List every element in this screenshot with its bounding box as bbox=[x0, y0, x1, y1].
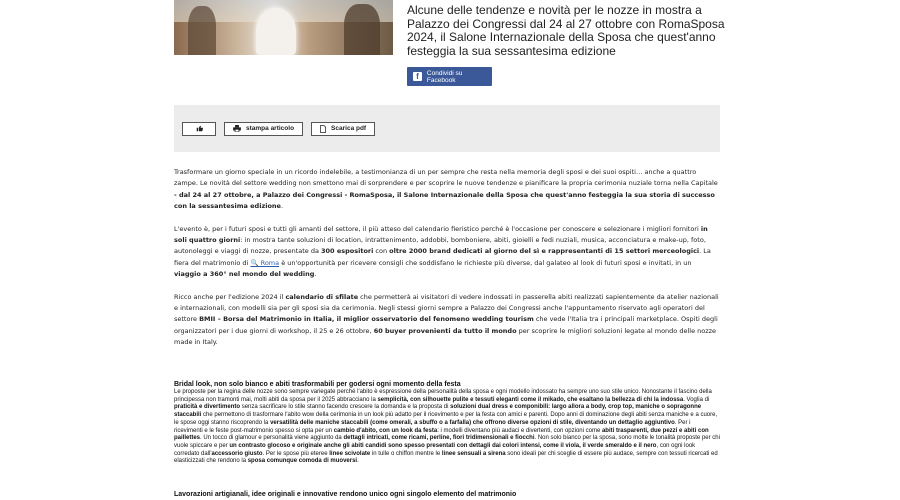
text: . Per i ricevimenti e le feste post-matrimonio spesso si opta per un bbox=[174, 419, 691, 434]
text: . La fiera del matrimonio di bbox=[174, 247, 711, 267]
bold-text: calendario di sfilate bbox=[285, 292, 359, 301]
city-link[interactable]: 🔍 Roma bbox=[250, 258, 280, 267]
facebook-share-label: Condividi su Facebook bbox=[426, 69, 463, 84]
text: . bbox=[280, 201, 284, 210]
bold-text: viaggio a 360° nel mondo del wedding bbox=[174, 269, 315, 278]
bold-text: dettagli intricati, come ricami, perline, fiori tridimensionali e fiocchi bbox=[343, 435, 535, 442]
bold-text: accessorio giusto bbox=[211, 450, 263, 457]
text: che permetterà ai visitatori di vedere indossati in passerella abiti realizzati sapientemente da atelier nazionali e internazionali, con modelli sia per gli sposi sia da cerimonia. Negli stessi giorni sempre a Palazzo dei Congressi anche l'appuntamento riservato agli operatori del settore bbox=[174, 292, 719, 324]
bold-text: oltre 2000 brand dedicati al giorno del sì e rappresentanti di 15 settori merceologici bbox=[389, 247, 700, 256]
print-article-button[interactable] bbox=[224, 122, 303, 136]
bold-text: BMII – Borsa del Matrimonio in Italia, il miglior osservatorio del fenomeno wedding tourism bbox=[199, 315, 534, 324]
text: Trasformare un giorno speciale in un ricordo indelebile, a testimonianza di un per sempre che resta nella memoria degli sposi e dei suoi ospiti… anche a quattro zampe. Le novità del settore wedding non smettono mai di sorprendere e per scoprire le nuove tendenze e pianificare la propria cerimonia nuziale torna nella Capitale bbox=[174, 168, 718, 188]
text: . bbox=[314, 269, 317, 278]
like-button[interactable] bbox=[182, 122, 216, 136]
text: : i modelli diventano più audaci e divertenti, con opzioni come bbox=[437, 427, 602, 434]
bold-text: - dal 24 al 27 ottobre, a Palazzo dei Congressi - RomaSposa, il Salone Internazionale della Sposa che quest'anno festeggia la sua storia di successo con la sessantesima edizione bbox=[174, 190, 715, 210]
article-toolbar bbox=[174, 105, 720, 152]
file-pdf-icon bbox=[320, 125, 326, 133]
text: . Voglia di bbox=[683, 396, 710, 403]
text: . Non solo bianco per la sposa, sono molte le tonalità proposte per chi vuole spiccare e per bbox=[174, 435, 720, 449]
bold-text: 60 buyer provenienti da tutto il mondo bbox=[373, 326, 517, 335]
article-hero-image bbox=[174, 0, 393, 55]
text: Ricco anche per l'edizione 2024 il bbox=[174, 292, 286, 301]
text: . Un tocco di glamour e personalità viene aggiunto da bbox=[200, 435, 344, 442]
text: . bbox=[357, 458, 359, 465]
bold-text: in soli quattro giorni bbox=[174, 224, 708, 244]
bold-text: semplicità, con silhouette pulite e tessuti eleganti come il mikado, che esaltano la bellezza di chi la indossa bbox=[377, 396, 684, 403]
section-title: Lavorazioni artigianali, idee originali e innovative rendono unico ogni singolo elemento del matrimonio bbox=[174, 491, 517, 498]
article-paragraph-2 bbox=[174, 224, 720, 280]
text: è un'opportunità per ricevere consigli che soddisfano le richieste più diverse, dal galateo al look di futuri sposi e invitati, in un bbox=[279, 258, 692, 267]
facebook-share-button[interactable] bbox=[407, 67, 492, 86]
text: in tulle o chiffon mentre le bbox=[370, 450, 442, 457]
thumbs-up-icon bbox=[196, 125, 203, 132]
printer-icon bbox=[233, 125, 241, 132]
text: senza sacrificare lo stile stanno facendo crescere la domanda e la proposta di bbox=[240, 404, 451, 411]
print-label: stampa articolo bbox=[246, 125, 295, 132]
bold-text: 300 espositori bbox=[321, 247, 374, 256]
bold-text: un contrasto glocoso e originale anche gli abiti candidi sono spesso presentati con dettagli dai colori intensi, come il viola, il verde smeraldo e il nero bbox=[229, 442, 657, 449]
bold-text: praticità e divertimento bbox=[174, 404, 241, 411]
text: : in mostra tante soluzioni di location, intrattenimento, addobbi, bomboniere, abiti, gioielli e fedi nuziali, musica, acconciatura e make-up, foto, autonoleggi e viaggi di nozze, presentate da bbox=[174, 235, 706, 256]
section-bridal-look bbox=[174, 380, 720, 466]
bold-text: abiti trasparenti, due pezzi e abiti con paillettes bbox=[174, 427, 709, 442]
bold-text: soluzioni dual dress e componibili: largo allora a body, crop top, maniche o sopragonne staccabili bbox=[174, 404, 702, 419]
text: . Per le spose più eteree bbox=[262, 450, 330, 457]
bold-text: cambio d'abito, con un look da festa bbox=[333, 427, 438, 434]
text: L'evento è, per i futuri sposi e tutti gli amanti del settore, il più atteso del calendario fieristico perché è l'occasione per conoscere e selezionare i migliori fornitori bbox=[174, 224, 701, 233]
text: con bbox=[373, 247, 390, 256]
text: sono ideali per chi sceglie di essere più audace, sempre con tessuti ricercati ed elasticizzati che rendono la bbox=[174, 450, 718, 465]
bold-text: sposa comunque comoda di muoversi bbox=[247, 458, 358, 465]
section-artisan bbox=[174, 490, 720, 499]
text: che vede l'Italia tra i principali marketplace. Ospiti degli organizzatori per i due giorni di workshop, il 25 e 26 ottobre, bbox=[174, 315, 718, 335]
bold-text: linee scivolate bbox=[329, 450, 371, 457]
download-pdf-button[interactable] bbox=[311, 122, 375, 136]
facebook-icon: f bbox=[413, 72, 422, 81]
article-paragraph-3 bbox=[174, 292, 720, 348]
bold-text: linee sensuali a sirena bbox=[441, 450, 506, 457]
text: Le proposte per la regina delle nozze sono sempre variegate perché l'abito è espressione della personalità della sposa e ogni modello indossato ha sempre uno suo stile unico. Nonostante il fascino della principessa non tramonti mai, molti abiti da sposa per il 2025 abbracciano la bbox=[174, 389, 712, 403]
text: per scoprire le migliori soluzioni legate al mondo delle nozze made in Italy. bbox=[174, 326, 717, 346]
bold-text: versatilità delle maniche staccabili (come omerali, a sbuffo o a farfalla) che offrono diverse opzioni di stile, diventando un dettaglio aggiuntivo bbox=[270, 419, 675, 426]
article-paragraph-1 bbox=[174, 167, 720, 212]
text: che permettono di trasformare l'abito wow della cerimonia in un look più adatto per il ricevimento e per la festa con amici e parenti. Dopo anni di dominazione degli abiti senza maniche e a cuore, le spose oggi stanno riscoprendo la bbox=[174, 412, 718, 426]
article-subtitle: Alcune delle tendenze e novità per le nozze in mostra a Palazzo dei Congressi dal 24 al 27 ottobre con RomaSposa 2024, il Salone Internazionale della Sposa che quest'anno festeggia la sua sessantesima edizione bbox=[407, 3, 725, 58]
text: , con ogni look corredato dall' bbox=[174, 442, 696, 457]
section-body bbox=[174, 389, 720, 466]
article-body bbox=[174, 167, 720, 360]
section-title: Bridal look, non solo bianco e abiti trasformabili per godersi ogni momento della festa bbox=[174, 381, 461, 388]
pdf-label: Scarica pdf bbox=[331, 125, 367, 132]
